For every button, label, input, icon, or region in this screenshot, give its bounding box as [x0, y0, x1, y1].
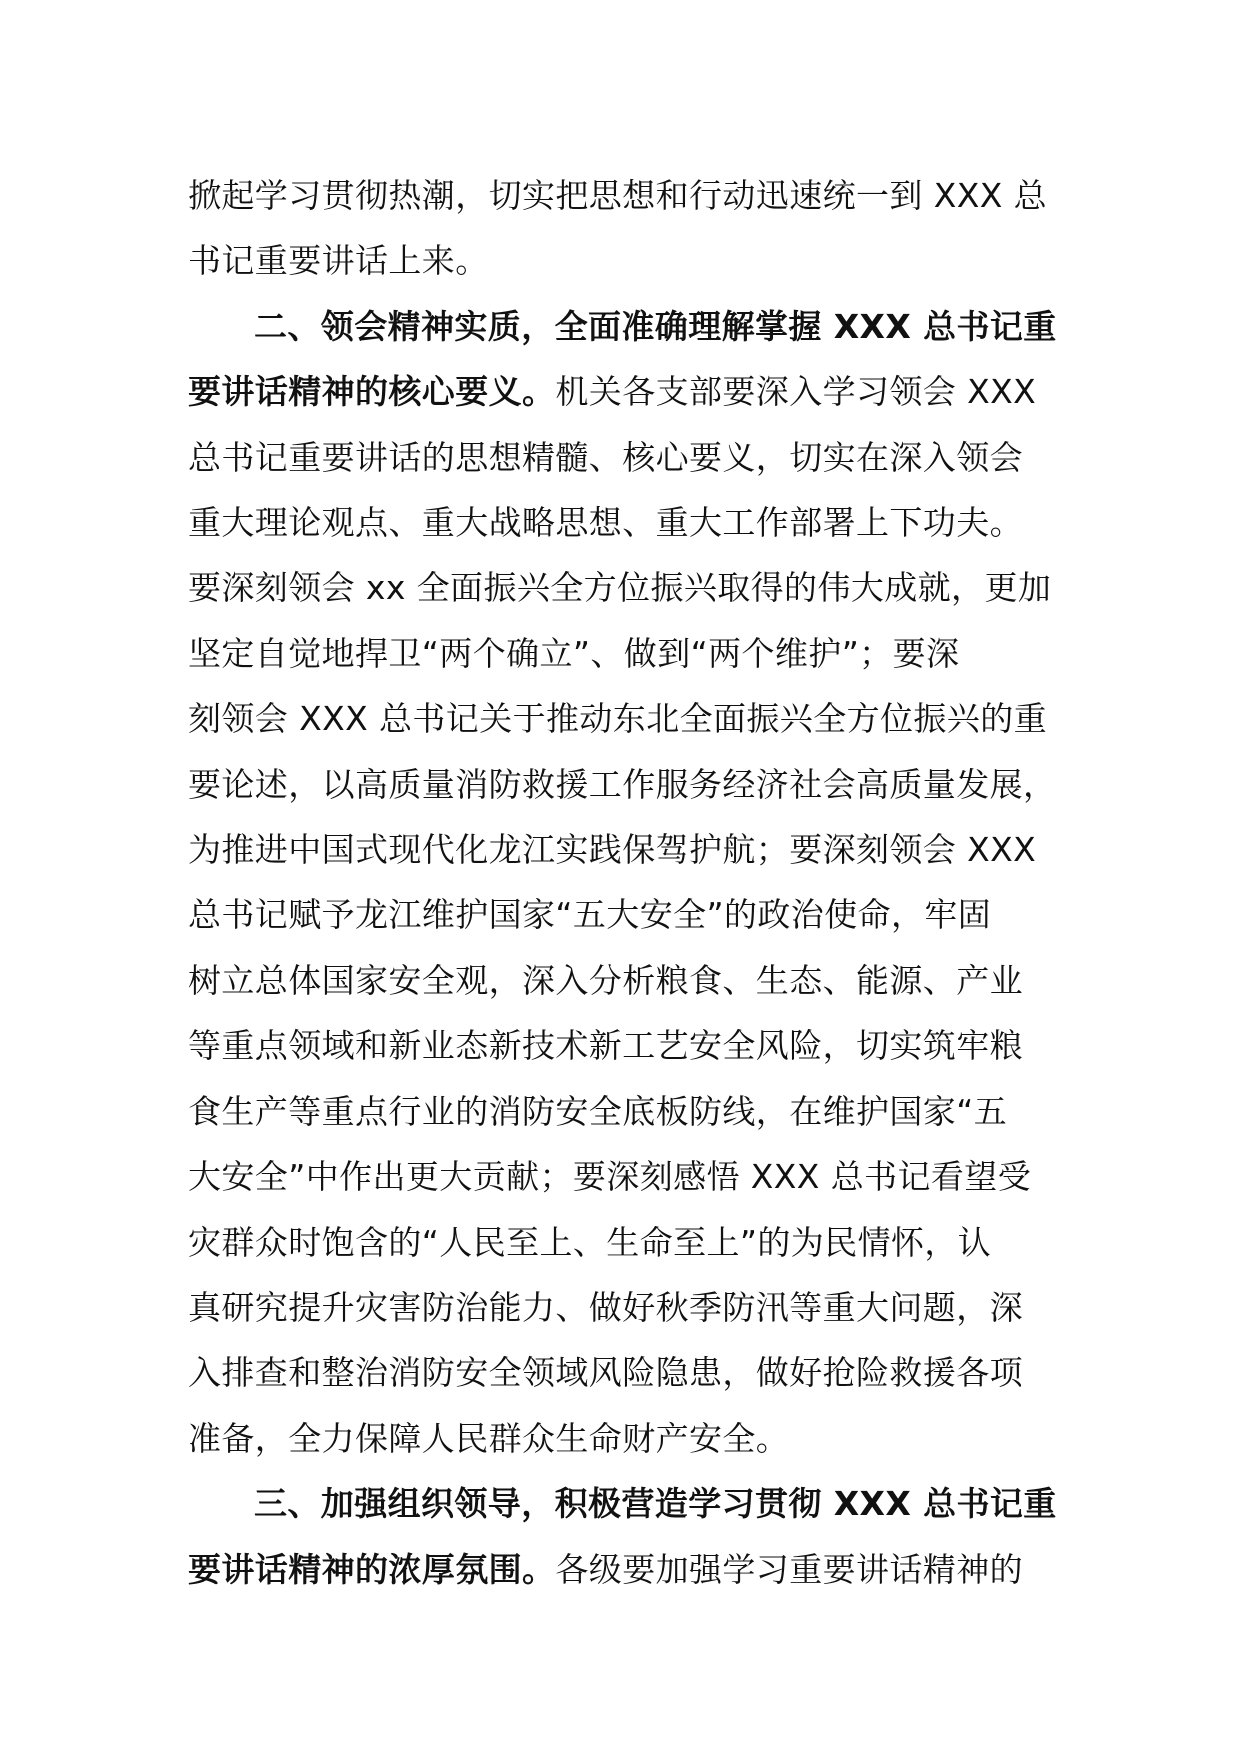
text-line: 树立总体国家安全观，深入分析粮食、生态、能源、产业 — [188, 960, 1023, 1000]
text-line: 食生产等重点行业的消防安全底板防线，在维护国家“五 — [188, 1091, 1008, 1131]
section-three-heading-end: 要讲话精神的浓厚氛围。 — [188, 1549, 556, 1589]
section-three-heading-line-2 — [188, 1537, 1058, 1602]
text-line: 入排查和整治消防安全领域风险隐患，做好抢险救援各项 — [188, 1353, 1023, 1393]
text-line: 总书记赋予龙江维护国家“五大安全”的政治使命，牢固 — [188, 895, 992, 935]
text-line: 要深刻领会 xx 全面振兴全方位振兴取得的伟大成就，更加 — [188, 568, 1052, 608]
text-line: 灾群众时饱含的“人民至上、生命至上”的为民情怀，认 — [188, 1222, 992, 1262]
paragraph-section-two — [188, 294, 1058, 1471]
text-line: 要论述，以高质量消防救援工作服务经济社会高质量发展， — [188, 764, 1057, 804]
text-line: 掀起学习贯彻热潮，切实把思想和行动迅速统一到 XXX 总 — [188, 176, 1048, 215]
text-line: 重大理论观点、重大战略思想、重大工作部署上下功夫。 — [188, 503, 1023, 543]
text-line: 等重点领域和新业态新技术新工艺安全风险，切实筑牢粮 — [188, 1026, 1023, 1066]
section-two-heading-line-2 — [188, 359, 1058, 424]
section-three-body-start: 各级要加强学习重要讲话精神的 — [555, 1549, 1024, 1589]
section-three-heading-line-1 — [188, 1471, 1058, 1536]
text-line: 坚定自觉地捍卫“两个确立”、做到“两个维护”；要深 — [188, 633, 960, 673]
text-line: 真研究提升灾害防治能力、做好秋季防汛等重大问题，深 — [188, 1287, 1023, 1327]
text-line: 为推进中国式现代化龙江实践保驾护航；要深刻领会 XXX — [188, 830, 1037, 870]
section-two-heading-line-1 — [188, 294, 1058, 359]
section-two-heading-end: 要讲话精神的核心要义。 — [188, 372, 556, 412]
paragraph-section-three — [188, 1471, 1058, 1602]
text-line: 准备，全力保障人民群众生命财产安全。 — [188, 1418, 790, 1458]
section-two-heading: 二、领会精神实质，全面准确理解掌握 XXX 总书记重 — [254, 306, 1057, 346]
section-three-heading: 三、加强组织领导，积极营造学习贯彻 XXX 总书记重 — [254, 1484, 1057, 1524]
text-line: 大安全”中作出更大贡献；要深刻感悟 XXX 总书记看望受 — [188, 1157, 1032, 1197]
text-line: 总书记重要讲话的思想精髓、核心要义，切实在深入领会 — [188, 437, 1023, 477]
section-two-body-start: 机关各支部要深入学习领会 XXX — [555, 372, 1037, 412]
text-line: 刻领会 XXX 总书记关于推动东北全面振兴全方位振兴的重 — [188, 699, 1048, 739]
paragraph-continuation — [188, 163, 1058, 294]
document-body — [188, 163, 1058, 1602]
text-line: 书记重要讲话上来。 — [188, 241, 489, 281]
